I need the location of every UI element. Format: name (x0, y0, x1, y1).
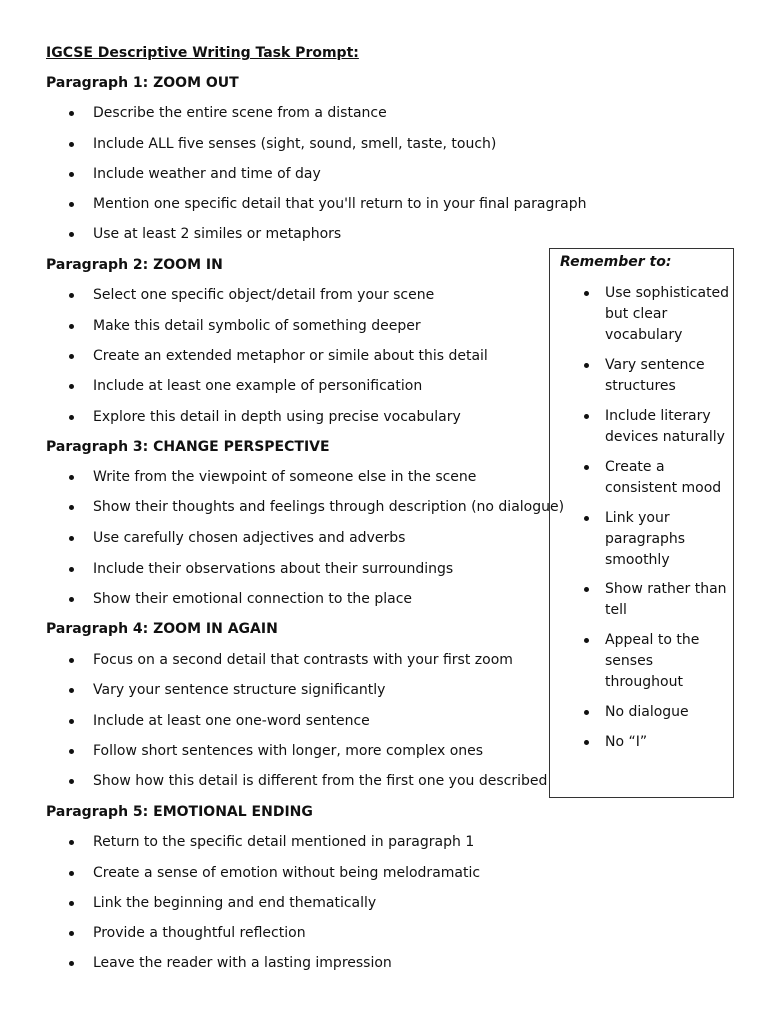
list-item-text: Show their emotional connection to the place (93, 590, 413, 607)
list-item-text: Link the beginning and end thematically (93, 895, 377, 911)
list-item-text: Follow short sentences with longer, more complex ones (93, 742, 484, 759)
list-item-text: Leave the reader with a lasting impression (93, 955, 392, 971)
list-item-text: Include weather and time of day (93, 166, 321, 182)
list-item-text: Mention one specific detail that you'll return to in your final paragraph (93, 195, 587, 212)
section-heading-paragraph-1: Paragraph 1: ZOOM OUT (46, 75, 239, 91)
bullet-icon (584, 414, 589, 419)
reminder-item-text: Vary sentence structures (605, 357, 705, 394)
reminder-box (549, 248, 734, 798)
list-item-text: Include at least one example of personification (93, 378, 423, 394)
list-item-text: Create an extended metaphor or simile about this detail (93, 348, 488, 364)
bullet-icon (69, 202, 74, 207)
bullet-icon (584, 638, 589, 643)
reminder-item-text: Link your paragraphs smoothly (605, 510, 686, 568)
bullet-icon (69, 142, 74, 147)
list-item-text: Explore this detail in depth using precise vocabulary (93, 408, 461, 425)
list-item-text: Show how this detail is different from the first one you described (93, 773, 548, 789)
list-item-text: Use carefully chosen adjectives and adverbs (93, 530, 406, 546)
bullet-icon (69, 840, 74, 845)
list-item-text: Include their observations about their surroundings (93, 560, 454, 577)
list-item-text: Include at least one one-word sentence (93, 712, 370, 729)
bullet-icon (69, 293, 74, 298)
section-heading-paragraph-3: Paragraph 3: CHANGE PERSPECTIVE (46, 439, 330, 455)
list-item-text: Vary your sentence structure significantly (93, 682, 386, 698)
bullet-icon (69, 719, 74, 724)
bullet-icon (69, 749, 74, 754)
list-item-text: Provide a thoughtful reflection (93, 925, 306, 941)
list-item-text: Return to the specific detail mentioned in paragraph 1 (93, 834, 475, 850)
list-item-text: Select one specific object/detail from your scene (93, 287, 435, 303)
bullet-icon (584, 516, 589, 521)
bullet-icon (584, 465, 589, 470)
document-title: IGCSE Descriptive Writing Task Prompt: (46, 45, 359, 61)
bullet-icon (584, 740, 589, 745)
list-item-text: Use at least 2 similes or metaphors (93, 226, 342, 242)
bullet-icon (69, 415, 74, 420)
reminder-item-text: Show rather than tell (605, 581, 727, 618)
bullet-icon (69, 658, 74, 663)
section-heading-paragraph-5: Paragraph 5: EMOTIONAL ENDING (46, 804, 313, 820)
bullet-icon (69, 111, 74, 116)
bullet-icon (69, 597, 74, 602)
bullet-icon (69, 961, 74, 966)
reminder-item-text: Include literary devices naturally (605, 408, 725, 445)
bullet-icon (69, 324, 74, 329)
list-item-text: Focus on a second detail that contrasts with your first zoom (93, 652, 513, 668)
bullet-icon (69, 475, 74, 480)
bullet-icon (69, 871, 74, 876)
reminder-item-text: Create a consistent mood (605, 459, 722, 496)
bullet-icon (69, 779, 74, 784)
bullet-icon (584, 291, 589, 296)
list-item-text: Write from the viewpoint of someone else in the scene (93, 469, 477, 485)
list-item-text: Describe the entire scene from a distance (93, 105, 387, 121)
bullet-icon (69, 536, 74, 541)
list-item-text: Include ALL five senses (sight, sound, smell, taste, touch) (93, 135, 497, 152)
bullet-icon (69, 172, 74, 177)
bullet-icon (584, 363, 589, 368)
reminder-title: Remember to: (560, 254, 672, 270)
reminder-item-text: Use sophisticated but clear vocabulary (605, 285, 730, 343)
bullet-icon (69, 384, 74, 389)
list-item-text: Make this detail symbolic of something deeper (93, 317, 421, 334)
bullet-icon (69, 567, 74, 572)
reminder-item-text: No “I” (605, 734, 648, 750)
list-item-text: Show their thoughts and feelings through description (no dialogue) (93, 499, 565, 515)
list-item-text: Create a sense of emotion without being melodramatic (93, 864, 481, 881)
reminder-item-text: No dialogue (605, 704, 689, 720)
bullet-icon (584, 710, 589, 715)
bullet-icon (69, 688, 74, 693)
bullet-icon (69, 901, 74, 906)
section-heading-paragraph-2: Paragraph 2: ZOOM IN (46, 257, 223, 273)
reminder-item-text: Appeal to the senses throughout (605, 632, 700, 690)
bullet-icon (69, 354, 74, 359)
bullet-icon (584, 587, 589, 592)
bullet-icon (69, 505, 74, 510)
section-heading-paragraph-4: Paragraph 4: ZOOM IN AGAIN (46, 621, 278, 637)
bullet-icon (69, 931, 74, 936)
bullet-icon (69, 232, 74, 237)
